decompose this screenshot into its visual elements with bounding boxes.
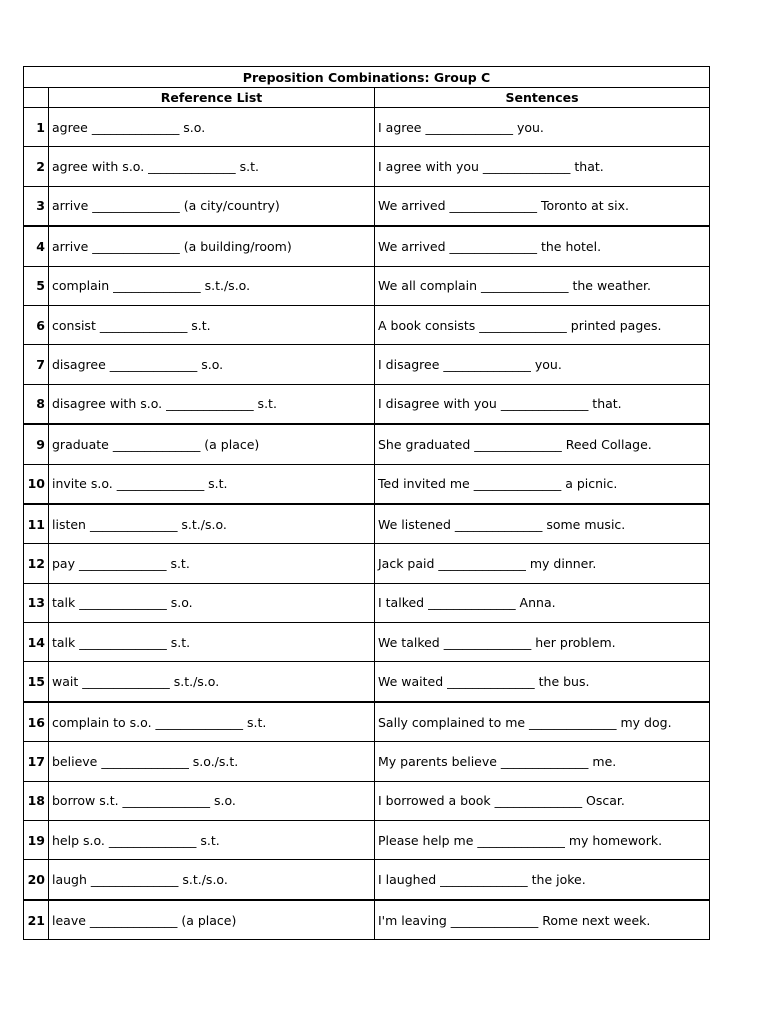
reference-cell: complain to s.o. ______________ s.t. — [49, 702, 375, 742]
sentence-cell: We talked ______________ her problem. — [375, 623, 710, 662]
reference-cell: talk ______________ s.o. — [49, 583, 375, 622]
sentence-cell: A book consists ______________ printed pages. — [375, 305, 710, 344]
table-row — [24, 345, 710, 384]
row-number: 16 — [24, 702, 49, 742]
table-row — [24, 860, 710, 900]
reference-list-header: Reference List — [49, 88, 375, 108]
reference-cell: wait ______________ s.t./s.o. — [49, 662, 375, 702]
reference-cell: graduate ______________ (a place) — [49, 424, 375, 464]
worksheet-title: Preposition Combinations: Group C — [24, 67, 710, 88]
sentence-cell: I agree with you ______________ that. — [375, 147, 710, 186]
sentence-cell: We all complain ______________ the weather. — [375, 266, 710, 305]
table-row — [24, 583, 710, 622]
table-row — [24, 544, 710, 583]
table-row — [24, 305, 710, 344]
row-number: 14 — [24, 623, 49, 662]
reference-cell: help s.o. ______________ s.t. — [49, 821, 375, 860]
reference-cell: consist ______________ s.t. — [49, 305, 375, 344]
sentence-cell: We arrived ______________ Toronto at six. — [375, 186, 710, 226]
row-number: 2 — [24, 147, 49, 186]
row-number: 3 — [24, 186, 49, 226]
row-number: 12 — [24, 544, 49, 583]
reference-cell: agree ______________ s.o. — [49, 108, 375, 147]
reference-cell: believe ______________ s.o./s.t. — [49, 742, 375, 781]
row-number: 21 — [24, 900, 49, 940]
row-number: 9 — [24, 424, 49, 464]
sentence-cell: We listened ______________ some music. — [375, 504, 710, 544]
reference-cell: laugh ______________ s.t./s.o. — [49, 860, 375, 900]
header-row — [24, 88, 710, 108]
table-row — [24, 702, 710, 742]
sentence-cell: She graduated ______________ Reed Collage. — [375, 424, 710, 464]
table-row — [24, 424, 710, 464]
row-number: 6 — [24, 305, 49, 344]
title-row — [24, 67, 710, 88]
row-number: 17 — [24, 742, 49, 781]
reference-cell: arrive ______________ (a building/room) — [49, 226, 375, 266]
reference-cell: leave ______________ (a place) — [49, 900, 375, 940]
sentence-cell: I disagree with you ______________ that. — [375, 384, 710, 424]
row-number: 7 — [24, 345, 49, 384]
reference-cell: disagree ______________ s.o. — [49, 345, 375, 384]
reference-cell: complain ______________ s.t./s.o. — [49, 266, 375, 305]
row-number: 19 — [24, 821, 49, 860]
reference-cell: arrive ______________ (a city/country) — [49, 186, 375, 226]
row-number: 13 — [24, 583, 49, 622]
table-row — [24, 226, 710, 266]
number-header — [24, 88, 49, 108]
worksheet-table — [23, 66, 710, 940]
reference-cell: invite s.o. ______________ s.t. — [49, 464, 375, 504]
row-number: 4 — [24, 226, 49, 266]
row-number: 20 — [24, 860, 49, 900]
table-row — [24, 623, 710, 662]
row-number: 1 — [24, 108, 49, 147]
sentence-cell: I talked ______________ Anna. — [375, 583, 710, 622]
sentence-cell: I laughed ______________ the joke. — [375, 860, 710, 900]
reference-cell: agree with s.o. ______________ s.t. — [49, 147, 375, 186]
table-row — [24, 186, 710, 226]
row-number: 5 — [24, 266, 49, 305]
row-number: 10 — [24, 464, 49, 504]
reference-cell: borrow s.t. ______________ s.o. — [49, 781, 375, 820]
row-number: 15 — [24, 662, 49, 702]
table-row — [24, 266, 710, 305]
reference-cell: disagree with s.o. ______________ s.t. — [49, 384, 375, 424]
table-row — [24, 384, 710, 424]
table-row — [24, 781, 710, 820]
sentence-cell: I agree ______________ you. — [375, 108, 710, 147]
reference-cell: talk ______________ s.t. — [49, 623, 375, 662]
table-row — [24, 742, 710, 781]
reference-cell: pay ______________ s.t. — [49, 544, 375, 583]
table-row — [24, 821, 710, 860]
table-row — [24, 147, 710, 186]
sentence-cell: We waited ______________ the bus. — [375, 662, 710, 702]
sentence-cell: I disagree ______________ you. — [375, 345, 710, 384]
reference-cell: listen ______________ s.t./s.o. — [49, 504, 375, 544]
row-number: 18 — [24, 781, 49, 820]
sentence-cell: Please help me ______________ my homework. — [375, 821, 710, 860]
sentence-cell: My parents believe ______________ me. — [375, 742, 710, 781]
sentence-cell: We arrived ______________ the hotel. — [375, 226, 710, 266]
table-row — [24, 900, 710, 940]
sentence-cell: Sally complained to me ______________ my dog. — [375, 702, 710, 742]
row-number: 11 — [24, 504, 49, 544]
sentences-header: Sentences — [375, 88, 710, 108]
row-number: 8 — [24, 384, 49, 424]
table-row — [24, 464, 710, 504]
sentence-cell: I borrowed a book ______________ Oscar. — [375, 781, 710, 820]
sentence-cell: Jack paid ______________ my dinner. — [375, 544, 710, 583]
sentence-cell: I'm leaving ______________ Rome next week. — [375, 900, 710, 940]
table-row — [24, 504, 710, 544]
table-row — [24, 662, 710, 702]
sentence-cell: Ted invited me ______________ a picnic. — [375, 464, 710, 504]
table-row — [24, 108, 710, 147]
